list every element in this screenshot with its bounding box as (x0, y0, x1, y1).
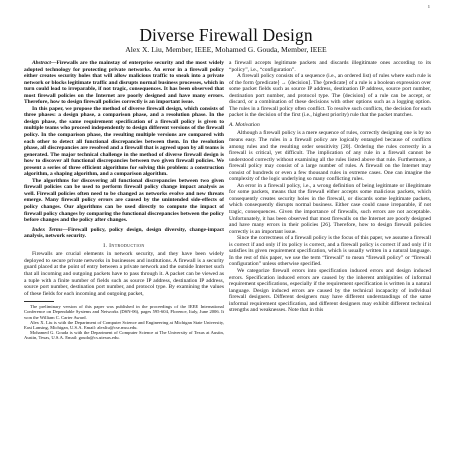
body-paragraph-5: Since the correctness of a firewall policy is the focus of this paper, we assume a firewall is correct if and only if its policy is correct, and a firewall policy is correct if and only if it satisfies its given requirement specification, which is usually written in a natural language. In the rest of this paper, we use the term “firewall” to mean “firewall policy” or “firewall configuration” unless otherwise specified. (229, 235, 431, 268)
abstract-paragraph-3: The algorithms for discovering all functional discrepancies between two given firewall policies can be used to perform firewall policy change impact analysis as well. Firewall policies often need to be changed as networks evolve and new threats emerge. Many firewall policy errors are caused by the unintended side-effects of policy changes. Our algorithms can be used directly to compute the impact of firewall policy changes by comparing the functional discrepancies between the policy before changes and the policy after changes. (24, 177, 224, 224)
author-line: Alex X. Liu, Member, IEEE, Mohamed G. Gouda, Member, IEEE (125, 45, 327, 54)
intro-paragraph-1: Firewalls are crucial elements in network security, and they have been widely deployed to secure private networks in businesses and institutions. A firewall is a security guard placed at the point of entry between a private network and the outside Internet such that all incoming and outgoing packets have to pass through it. A packet can be viewed as a tuple with a finite number of fields such as source IP address, destination IP address, source port number, destination port number, and protocol type. By examining the values of these fields for each incoming and outgoing packet, (24, 251, 224, 297)
footnote-2: Alex X. Liu is with the Department of Computer Science and Engineering at Michigan State University, East Lansing, Michigan, U.S.A. Email: alexliu@cse.msu.edu. (24, 319, 224, 330)
section-heading-introduction: I. Introduction (103, 242, 145, 249)
page-number: 1 (427, 4, 430, 9)
left-column (24, 60, 224, 341)
abstract (24, 60, 224, 240)
body-paragraph-4: An error in a firewall policy, i.e., a wrong definition of being legitimate or illegitimate for some packets, means that the firewall either accepts some malicious packets, which consequently creates security holes in the firewall, or discards some legitimate packets, which consequently disrupts normal business. Either case could cause irreparable, if not tragic, consequences. Given the importance of firewalls, such errors are not acceptable. Unfortunately, it has been observed that most firewalls on the Internet are poorly designed and have many errors in their policies [26]. Therefore, how to design firewall policies correctly is an important issue. (229, 182, 431, 235)
footnote-3: Mohamed G. Gouda is with the Department of Computer Science at The University of Texas at Austin, Austin, Texas, U.S.A. Email: gouda@cs.utexas.edu. (24, 330, 224, 341)
body-paragraph-1: a firewall accepts legitimate packets and discards illegitimate ones according to its “policy”, i.e., “configuration”. (229, 60, 431, 73)
body-paragraph-2: A firewall policy consists of a sequence (i.e., an ordered list) of rules where each rule is of the form ⟨predicate⟩ → ⟨decision⟩. The ⟨predicate⟩ of a rule is a boolean expression over some packet fields such as source IP address, destination IP address, source port number, destination port number, and protocol type. The ⟨decision⟩ of a rule can be accept, or discard, or a combination of these decisions with other options such as a logging option. The rules in a firewall policy often conflict. To resolve such conflicts, the decision for each packet is the decision of the first (i.e., highest priority) rule that the packet matches. (229, 73, 431, 119)
right-column (229, 60, 431, 314)
footnote-1: The preliminary version of this paper was published in the proceedings of the IEEE International Conference on Dependable Systems and Networks (DSN-06), pages 595-604, Florence, Italy, June 2006. It won the William C. Carter Award. (24, 304, 224, 320)
abstract-paragraph-1: —Firewalls are the mainstay of enterprise security and the most widely adopted technology for protecting private networks. An error in a firewall policy either creates security holes that will allow malicious traffic to sneak into a private network or blocks legitimate traffic and disrupts normal business processes, which in turn could lead to irreparable, if not tragic, consequences. It has been observed that most firewall policies on the Internet are poorly designed and have many errors. Therefore, how to design firewall policies correctly is an important issue. (24, 60, 224, 106)
paper-title: Diverse Firewall Design (139, 25, 313, 45)
abstract-label: Abstract (32, 60, 51, 66)
index-terms: —Firewall policy, policy design, design diversity, change-impact analysis, network security. (24, 226, 225, 240)
footnotes (24, 304, 224, 340)
body-paragraph-6: We categorize firewall errors into specification induced errors and design induced errors. Specification induced errors are caused by the inherent ambiguities of informal requirement specifications, especially if the requirement specification is written in a natural language. Design induced errors are caused by the technical incapacity of individual firewall designers. Different designers may have different understandings of the same informal requirement specification, and different designers may exhibit different technical strengths and weaknesses. Note that in this (229, 267, 431, 314)
body-paragraph-3: Although a firewall policy is a mere sequence of rules, correctly designing one is by no means easy. The rules in a firewall policy are logically entangled because of conflicts among rules and the resulting order sensitivity [20]. Ordering the rules correctly in a firewall is critical, yet difficult. The implication of any rule in a firewall cannot be understood correctly without examining all the rules listed above that rule. Furthermore, a firewall policy may consist of a large number of rules. A firewall on the Internet may consist of hundreds or even a few thousand rules in extreme cases. One can imagine the complexity of the logic underlying so many conflicting rules. (229, 130, 431, 183)
abstract-paragraph-2: In this paper, we propose the method of diverse firewall design, which consists of three phases: a design phase, a comparison phase, and a resolution phase. In the design phase, the same requirement specification of a firewall policy is given to multiple teams who proceed independently to design different versions of the firewall policy. In the comparison phase, the resulting multiple versions are compared with each other to detect all functional discrepancies between them. In the resolution phase, all discrepancies are resolved and a firewall that is agreed upon by all teams is generated. The major technical challenge in the method of diverse firewall design is how to discover all functional discrepancies between two given firewall policies. We present a series of three efficient algorithms for solving this problem: a construction algorithm, a shaping algorithm, and a comparison algorithm. (24, 105, 224, 178)
footnote-rule (24, 301, 54, 302)
subsection-heading-motivation: A. Motivation (229, 121, 260, 128)
index-terms-label: Index Terms (32, 226, 63, 233)
